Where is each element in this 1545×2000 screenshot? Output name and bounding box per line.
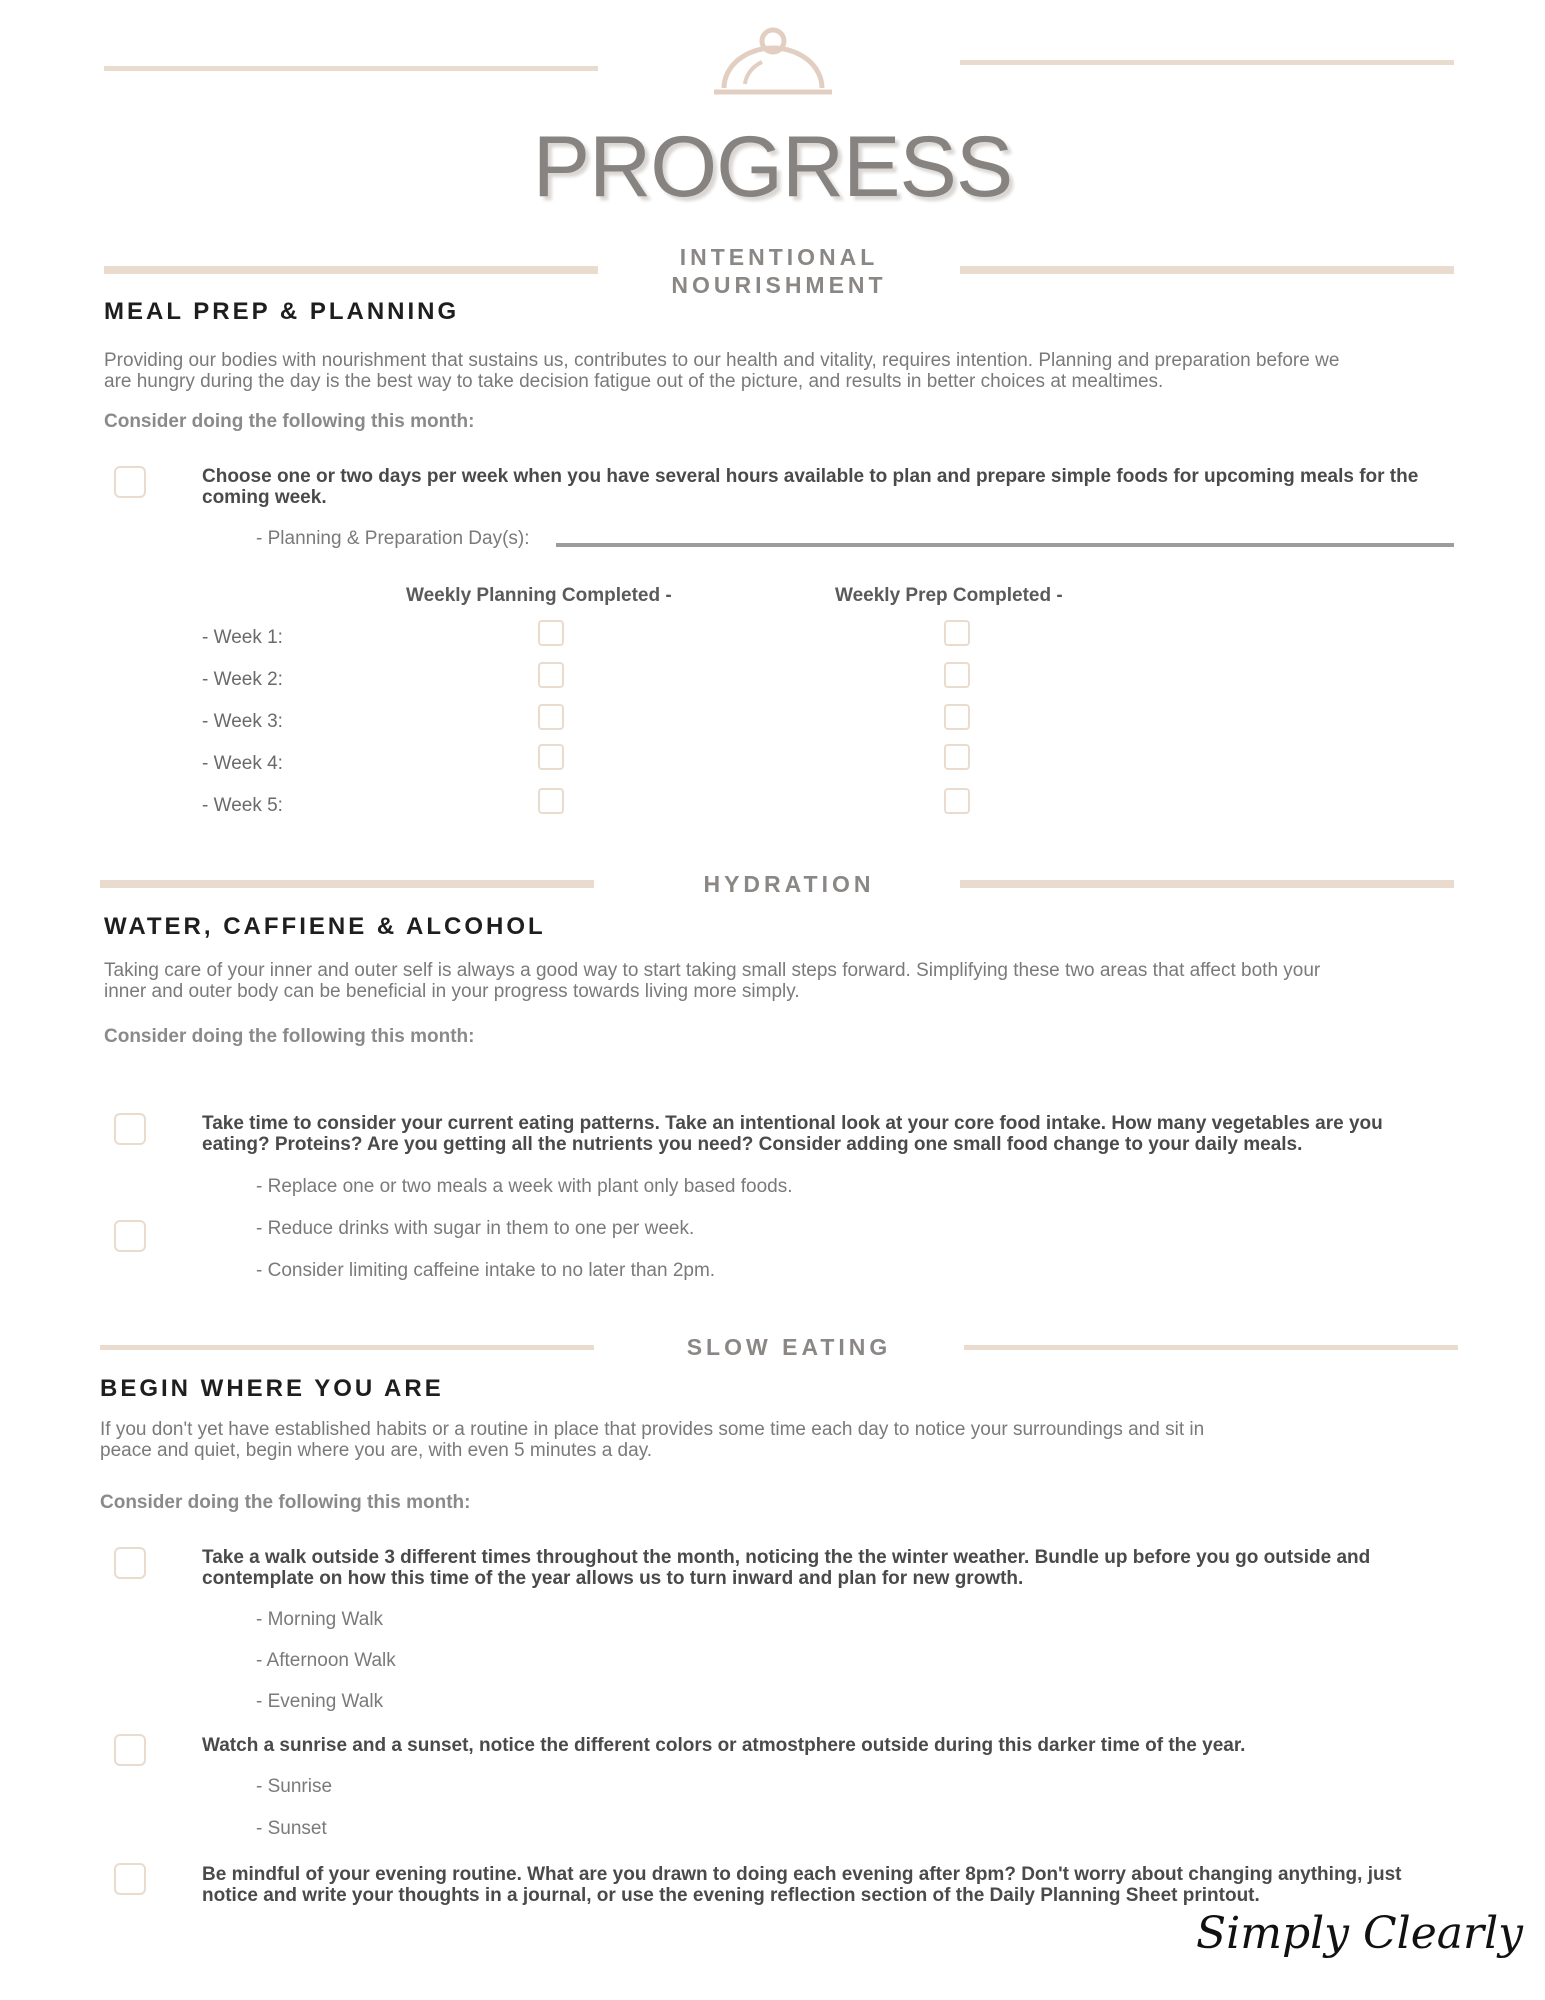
section3-rule-left — [100, 1345, 594, 1350]
sub-item: - Replace one or two meals a week with plant only based foods. — [256, 1176, 793, 1197]
task-text: Choose one or two days per week when you have several hours available to plan and prepare simple foods for upcoming meals for the coming week. — [202, 466, 1419, 508]
paragraph-line: Providing our bodies with nourishment that sustains us, contributes to our health and vitality, requires intention. Planning and preparation before we — [104, 350, 1340, 371]
section-label-hydration: HYDRATION — [703, 871, 875, 897]
section-paragraph — [104, 960, 1464, 1002]
section-heading: BEGIN WHERE YOU ARE — [100, 1375, 444, 1402]
paragraph-line: are hungry during the day is the best way to take decision fatigue out of the picture, and results in better choices at mealtimes. — [104, 371, 1164, 392]
section3-rule-right — [964, 1345, 1458, 1350]
task-checkbox[interactable] — [114, 1547, 146, 1579]
week3-planning-checkbox[interactable] — [538, 704, 564, 730]
paragraph-line: peace and quiet, begin where you are, with even 5 minutes a day. — [100, 1440, 653, 1461]
consider-label: Consider doing the following this month: — [100, 1492, 471, 1513]
cloche-icon — [712, 26, 834, 98]
task-checkbox[interactable] — [114, 1863, 146, 1895]
week-label: - Week 2: — [202, 669, 283, 690]
section-heading: MEAL PREP & PLANNING — [104, 298, 460, 325]
paragraph-line: If you don't yet have established habits or a routine in place that provides some time each day to notice your surroundings and sit in — [100, 1419, 1205, 1440]
week1-prep-checkbox[interactable] — [944, 620, 970, 646]
top-rule-right — [960, 60, 1454, 65]
page-title: PROGRESS — [532, 119, 1013, 215]
section-label-line: INTENTIONAL — [679, 244, 879, 270]
paragraph-line: inner and outer body can be beneficial in your progress towards living more simply. — [104, 981, 800, 1002]
sub-item: - Sunset — [256, 1818, 327, 1839]
week-label: - Week 1: — [202, 627, 283, 648]
consider-label: Consider doing the following this month: — [104, 411, 475, 432]
section-label-line: NOURISHMENT — [671, 272, 887, 298]
prep-days-label: - Planning & Preparation Day(s): — [256, 528, 530, 549]
section-label-nourishment — [622, 243, 936, 299]
section-label-slow-eating: SLOW EATING — [686, 1334, 892, 1360]
week-label: - Week 5: — [202, 795, 283, 816]
col-prep-header: Weekly Prep Completed - — [835, 585, 1063, 606]
top-rule-left — [104, 66, 598, 71]
section-heading: WATER, CAFFIENE & ALCOHOL — [104, 913, 546, 940]
section2-rule-right — [960, 880, 1454, 888]
task-text: Be mindful of your evening routine. What are you drawn to doing each evening after 8pm? Don't worry about changing anything, just notice and write your thoughts in a journal, or use the evening reflection section of the Daily Planning Sheet printout. — [202, 1864, 1402, 1906]
sub-item: - Consider limiting caffeine intake to no later than 2pm. — [256, 1260, 716, 1281]
task-text: Take a walk outside 3 different times throughout the month, noticing the the winter weather. Bundle up before you go outside and contemplate on how this time of the year allows us to turn inward and plan for new growth. — [202, 1547, 1371, 1589]
week2-prep-checkbox[interactable] — [944, 662, 970, 688]
sub-item: - Evening Walk — [256, 1691, 384, 1712]
task-checkbox[interactable] — [114, 1113, 146, 1145]
task-checkbox[interactable] — [114, 1734, 146, 1766]
task-checkbox[interactable] — [114, 466, 146, 498]
sub-item: - Sunrise — [256, 1776, 333, 1797]
week-label: - Week 3: — [202, 711, 283, 732]
sub-item: - Reduce drinks with sugar in them to one per week. — [256, 1218, 695, 1239]
task-checkbox[interactable] — [114, 1220, 146, 1252]
section2-rule-left — [100, 880, 594, 888]
sub-item: - Afternoon Walk — [256, 1650, 396, 1671]
col-planning-header: Weekly Planning Completed - — [406, 585, 672, 606]
task-text: Watch a sunrise and a sunset, notice the different colors or atmostphere outside during this darker time of the year. — [202, 1735, 1246, 1756]
week-label: - Week 4: — [202, 753, 283, 774]
week5-planning-checkbox[interactable] — [538, 788, 564, 814]
week1-planning-checkbox[interactable] — [538, 620, 564, 646]
section1-rule-right — [960, 266, 1454, 274]
consider-label: Consider doing the following this month: — [104, 1026, 475, 1047]
prep-days-line[interactable] — [556, 543, 1454, 547]
signature-logo: Simply Clearly — [1196, 1908, 1523, 1959]
week4-planning-checkbox[interactable] — [538, 744, 564, 770]
section-paragraph — [100, 1419, 1460, 1461]
week3-prep-checkbox[interactable] — [944, 704, 970, 730]
section1-rule-left — [104, 266, 598, 274]
week5-prep-checkbox[interactable] — [944, 788, 970, 814]
week4-prep-checkbox[interactable] — [944, 744, 970, 770]
paragraph-line: Taking care of your inner and outer self is always a good way to start taking small steps forward. Simplifying these two areas that affect both your — [104, 960, 1321, 981]
task-text: Take time to consider your current eating patterns. Take an intentional look at your core food intake. How many vegetables are you eating? Proteins? Are you getting all the nutrients you need? Consider adding one small food change to your daily meals. — [202, 1113, 1383, 1155]
section-paragraph — [104, 350, 1464, 392]
sub-item: - Morning Walk — [256, 1609, 384, 1630]
week2-planning-checkbox[interactable] — [538, 662, 564, 688]
